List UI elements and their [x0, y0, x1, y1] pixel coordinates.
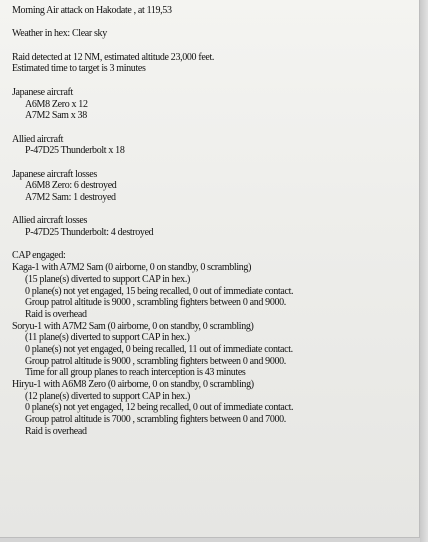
cap-group-name: Soryu-1 with A7M2 Sam (0 airborne, 0 on standby, 0 scrambling)	[12, 320, 254, 332]
combat-report-text	[12, 5, 416, 437]
report-title: Morning Air attack on Hakodate , at 119,53	[12, 5, 172, 16]
cap-group-detail: 0 plane(s) not yet engaged, 12 being recalled, 0 out of immediate contact.	[25, 402, 294, 414]
window-edge	[420, 0, 428, 542]
japanese-aircraft-heading: Japanese aircraft	[12, 86, 73, 98]
japanese-losses-heading: Japanese aircraft losses	[12, 168, 97, 180]
cap-heading: CAP engaged:	[12, 250, 66, 262]
japanese-loss-item: A6M8 Zero: 6 destroyed	[25, 180, 117, 192]
cap-group-name: Kaga-1 with A7M2 Sam (0 airborne, 0 on standby, 0 scrambling)	[12, 262, 252, 274]
cap-group-detail: Group patrol altitude is 9000 , scrambling fighters between 0 and 9000.	[25, 297, 286, 309]
cap-group-detail: Time for all group planes to reach interception is 43 minutes	[25, 367, 246, 379]
cap-group-detail: (15 plane(s) diverted to support CAP in hex.)	[25, 273, 190, 285]
allied-losses-heading: Allied aircraft losses	[12, 215, 88, 227]
allied-aircraft-heading: Allied aircraft	[12, 133, 64, 145]
cap-group-detail: Group patrol altitude is 7000 , scrambling fighters between 0 and 7000.	[25, 414, 286, 426]
cap-group-detail: 0 plane(s) not yet engaged, 0 being recalled, 11 out of immediate contact.	[25, 343, 293, 355]
time-to-target-line: Estimated time to target is 3 minutes	[12, 63, 146, 75]
cap-group-detail: Group patrol altitude is 9000 , scrambling fighters between 0 and 9000.	[25, 355, 286, 367]
cap-group-name: Hiryu-1 with A6M8 Zero (0 airborne, 0 on standby, 0 scrambling)	[12, 379, 254, 390]
cap-group-detail: Raid is overhead	[25, 425, 87, 437]
allied-loss-item: P-47D25 Thunderbolt: 4 destroyed	[25, 227, 154, 239]
allied-aircraft-item: P-47D25 Thunderbolt x 18	[25, 145, 125, 157]
weather-line: Weather in hex: Clear sky	[12, 28, 107, 40]
cap-group-detail: (12 plane(s) diverted to support CAP in hex.)	[25, 390, 190, 402]
raid-detected-line: Raid detected at 12 NM, estimated altitude 23,000 feet.	[12, 51, 215, 63]
cap-group-detail: Raid is overhead	[25, 308, 87, 320]
cap-group-detail: (11 plane(s) diverted to support CAP in hex.)	[25, 332, 190, 344]
japanese-aircraft-item: A7M2 Sam x 38	[25, 110, 87, 122]
japanese-loss-item: A7M2 Sam: 1 destroyed	[25, 192, 116, 203]
cap-group-detail: 0 plane(s) not yet engaged, 15 being recalled, 0 out of immediate contact.	[25, 285, 294, 297]
japanese-aircraft-item: A6M8 Zero x 12	[25, 98, 88, 110]
